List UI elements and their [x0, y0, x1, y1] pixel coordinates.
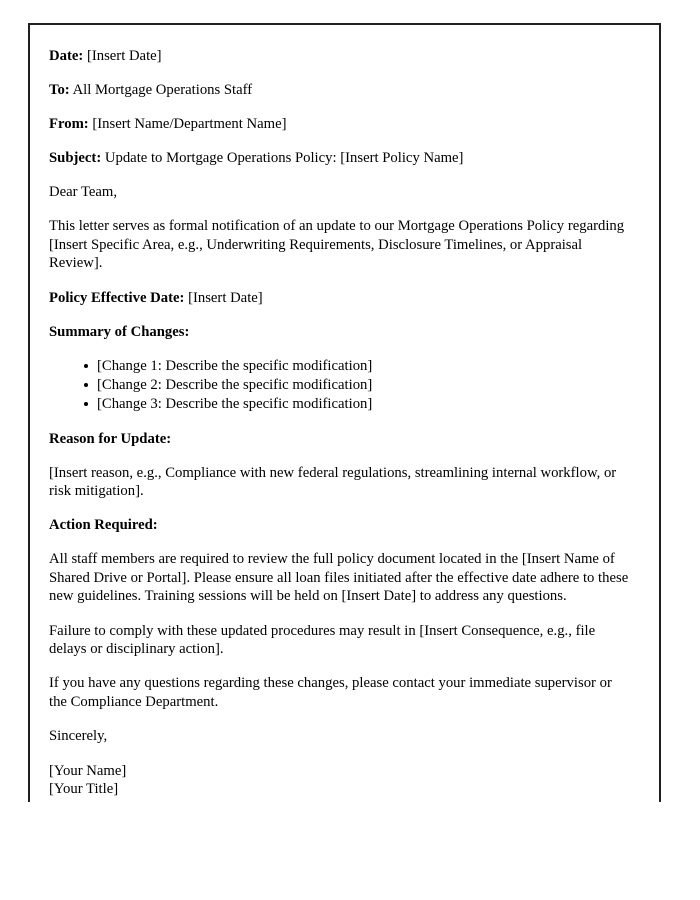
closing: Sincerely, — [49, 728, 108, 745]
action-required-heading: Action Required: — [49, 517, 158, 534]
list-item-text: [Change 1: Describe the specific modification] — [97, 357, 373, 374]
field-date — [49, 47, 629, 65]
list-item — [97, 376, 629, 395]
field-effective-date — [49, 289, 629, 307]
list-item-text: [Change 3: Describe the specific modification] — [97, 395, 373, 412]
list-item — [97, 357, 629, 376]
field-date-label: Date: — [49, 48, 84, 64]
document-body — [30, 25, 659, 799]
reason-for-update-heading: Reason for Update: — [49, 430, 172, 447]
field-subject — [49, 149, 629, 167]
list-item-text: [Change 2: Describe the specific modification] — [97, 376, 373, 393]
action-paragraph: All staff members are required to review the full policy document located in the [Insert Name of Shared Drive or Portal]. Please ensure all loan files initiated after the effective date adhere to these new guidelines. Training sessions will be held on [Insert Date] to address any questions. — [49, 551, 629, 605]
salutation: Dear Team, — [49, 184, 118, 200]
field-from-label: From: — [49, 116, 89, 132]
field-to-label: To: — [49, 82, 70, 98]
intro-paragraph: This letter serves as formal notification of an update to our Mortgage Operations Policy regarding [Insert Specific Area, e.g., Underwriting Requirements, Disclosure Timelines, or Appraisal Review]. — [49, 218, 625, 272]
field-effective-date-value: [Insert Date] — [188, 289, 263, 306]
document-page — [28, 23, 661, 802]
summary-of-changes-heading: Summary of Changes: — [49, 323, 190, 340]
field-from-value: [Insert Name/Department Name] — [92, 116, 287, 132]
list-item — [97, 395, 629, 414]
bullet-icon — [84, 383, 88, 387]
field-to — [49, 81, 629, 99]
consequence-paragraph: Failure to comply with these updated procedures may result in [Insert Consequence, e.g., file delays or disciplinary action]. — [49, 622, 596, 658]
changes-list — [49, 357, 629, 414]
field-date-value: [Insert Date] — [86, 48, 162, 64]
field-subject-label: Subject: — [49, 150, 102, 166]
contact-paragraph: If you have any questions regarding these changes, please contact your immediate supervisor or the Compliance Department. — [49, 675, 612, 710]
bullet-icon — [84, 364, 88, 368]
field-to-value: All Mortgage Operations Staff — [72, 82, 253, 98]
signature-name: [Your Name] — [49, 762, 127, 779]
signature-title: [Your Title] — [49, 781, 119, 798]
reason-paragraph: [Insert reason, e.g., Compliance with new federal regulations, streamlining internal workflow, or risk mitigation]. — [49, 464, 617, 500]
field-subject-value: Update to Mortgage Operations Policy: [Insert Policy Name] — [104, 150, 464, 166]
bullet-icon — [84, 402, 88, 406]
signature-block — [49, 762, 629, 799]
field-effective-date-label: Policy Effective Date: — [49, 289, 185, 306]
field-from — [49, 115, 629, 133]
